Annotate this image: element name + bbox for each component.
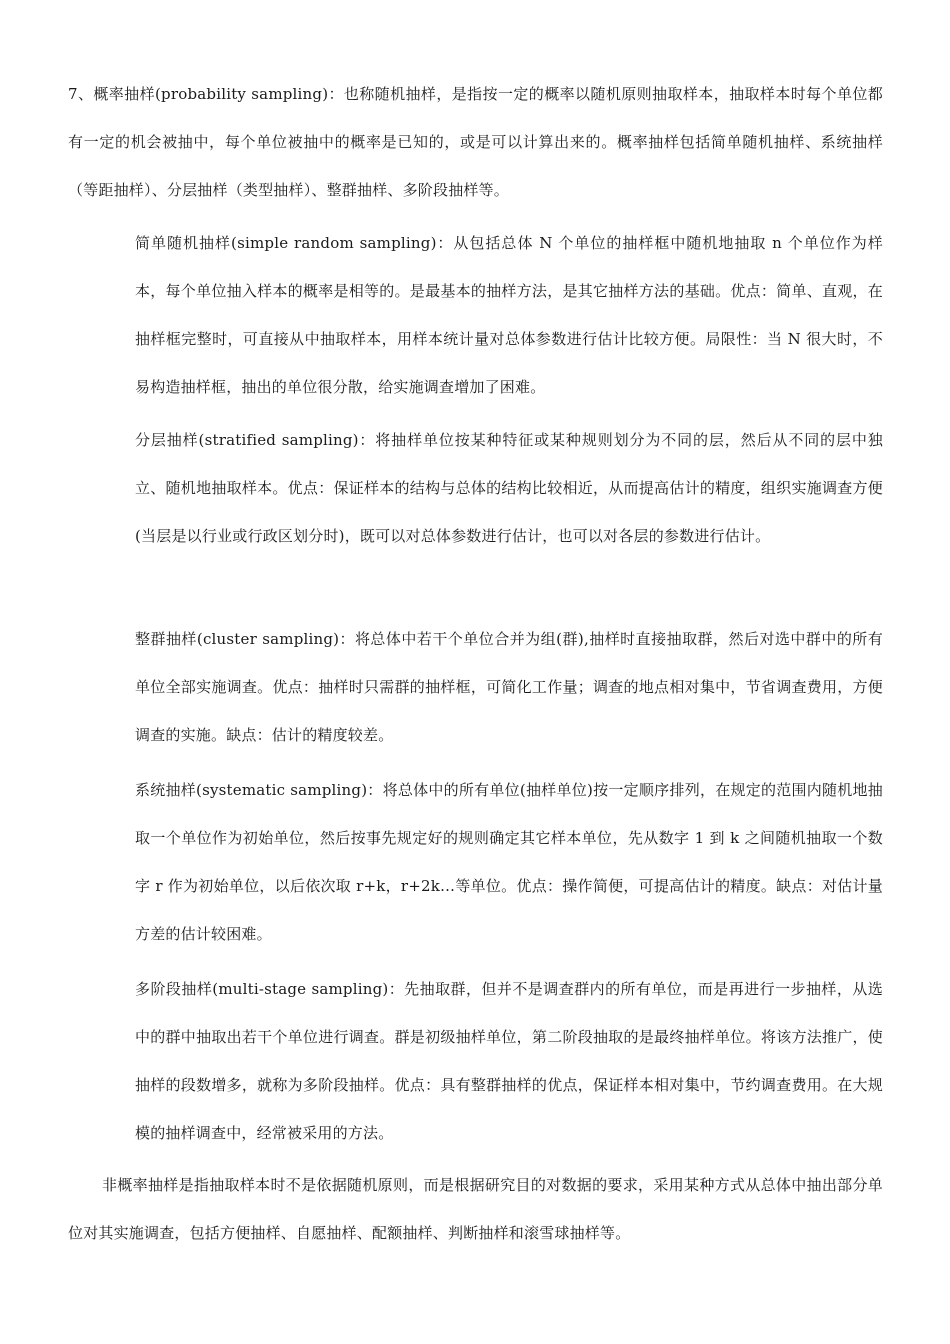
- paragraph-multi-stage-sampling: 多阶段抽样(multi-stage sampling)：先抽取群，但并不是调查群内的所有单位，而是再进行一步抽样，从选中的群中抽取出若干个单位进行调查。群是初级抽样单位，第二阶段抽取的是最终抽样单位。将该方法推广，使抽样的段数增多，就称为多阶段抽样。优点：具有整群抽样的优点，保证样本相对集中，节约调查费用。在大规模的抽样调查中，经常被采用的方法。: [135, 980, 883, 1142]
- paragraph-probability-sampling: 7、概率抽样(probability sampling)：也称随机抽样，是指按一定的概率以随机原则抽取样本，抽取样本时每个单位都有一定的机会被抽中，每个单位被抽中的概率是已知的，或是可以计算出来的。概率抽样包括简单随机抽样、系统抽样（等距抽样）、分层抽样（类型抽样）、整群抽样、多阶段抽样等。: [68, 85, 883, 199]
- paragraph-cluster-sampling: 整群抽样(cluster sampling)：将总体中若干个单位合并为组(群),抽样时直接抽取群，然后对选中群中的所有单位全部实施调查。优点：抽样时只需群的抽样框，可简化工作量；调查的地点相对集中，节省调查费用，方便调查的实施。缺点：估计的精度较差。: [135, 630, 883, 744]
- paragraph-stratified-sampling: 分层抽样(stratified sampling)：将抽样单位按某种特征或某种规则划分为不同的层，然后从不同的层中独立、随机地抽取样本。优点：保证样本的结构与总体的结构比较相近，从而提高估计的精度，组织实施调查方便(当层是以行业或行政区划分时)，既可以对总体参数进行估计，也可以对各层的参数进行估计。: [135, 431, 883, 545]
- paragraph-simple-random-sampling: 简单随机抽样(simple random sampling)：从包括总体 N 个单位的抽样框中随机地抽取 n 个单位作为样本，每个单位抽入样本的概率是相等的。是最基本的抽样方法，是其它抽样方法的基础。优点：简单、直观，在抽样框完整时，可直接从中抽取样本，用样本统计量对总体参数进行估计比较方便。局限性：当 N 很大时，不易构造抽样框，抽出的单位很分散，给实施调查增加了困难。: [135, 234, 883, 396]
- paragraph-systematic-sampling: 系统抽样(systematic sampling)：将总体中的所有单位(抽样单位)按一定顺序排列，在规定的范围内随机地抽取一个单位作为初始单位，然后按事先规定好的规则确定其它样本单位，先从数字 1 到 k 之间随机抽取一个数字 r 作为初始单位，以后依次取 r+k，r+2k…等单位。优点：操作简便，可提高估计的精度。缺点：对估计量方差的估计较困难。: [135, 781, 883, 943]
- paragraph-non-probability-sampling: 非概率抽样是指抽取样本时不是依据随机原则，而是根据研究目的对数据的要求，采用某种方式从总体中抽出部分单位对其实施调查，包括方便抽样、自愿抽样、配额抽样、判断抽样和滚雪球抽样等。: [68, 1176, 883, 1242]
